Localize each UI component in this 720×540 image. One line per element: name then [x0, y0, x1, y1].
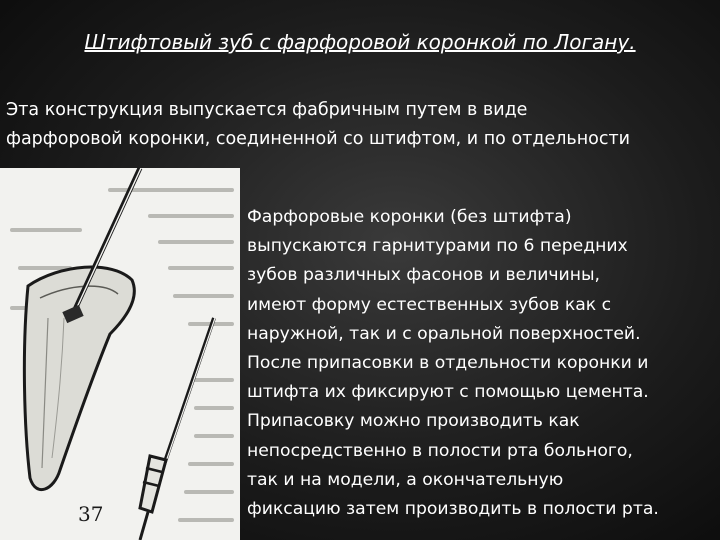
crown-with-pin — [24, 168, 141, 490]
separate-pin — [140, 318, 215, 540]
intro-paragraph: Эта конструкция выпускается фабричным путем в виде фарфоровой коронки, соединенной со штифтом, и по отдельности — [6, 100, 631, 149]
illustration-drawing — [0, 168, 240, 540]
dental-pin-crown-illustration — [0, 168, 240, 540]
slide-title: Штифтовый зуб с фарфоровой коронкой по Логану. — [84, 30, 636, 54]
body-paragraph: Фарфоровые коронки (без штифта) выпускаются гарнитурами по 6 передних зубов различных фасонов и величины, имеют форму естественных зубов как с наружной, так и с оральной поверхностей. После припасовки в отдельности коронки и штифта их фиксируют с помощью цемента. Припасовку можно производить как непосредственно в полости рта больного, так и на модели, а окончательную фиксацию затем производить в полости рта. — [247, 207, 659, 520]
figure-number: 37 — [78, 502, 104, 526]
